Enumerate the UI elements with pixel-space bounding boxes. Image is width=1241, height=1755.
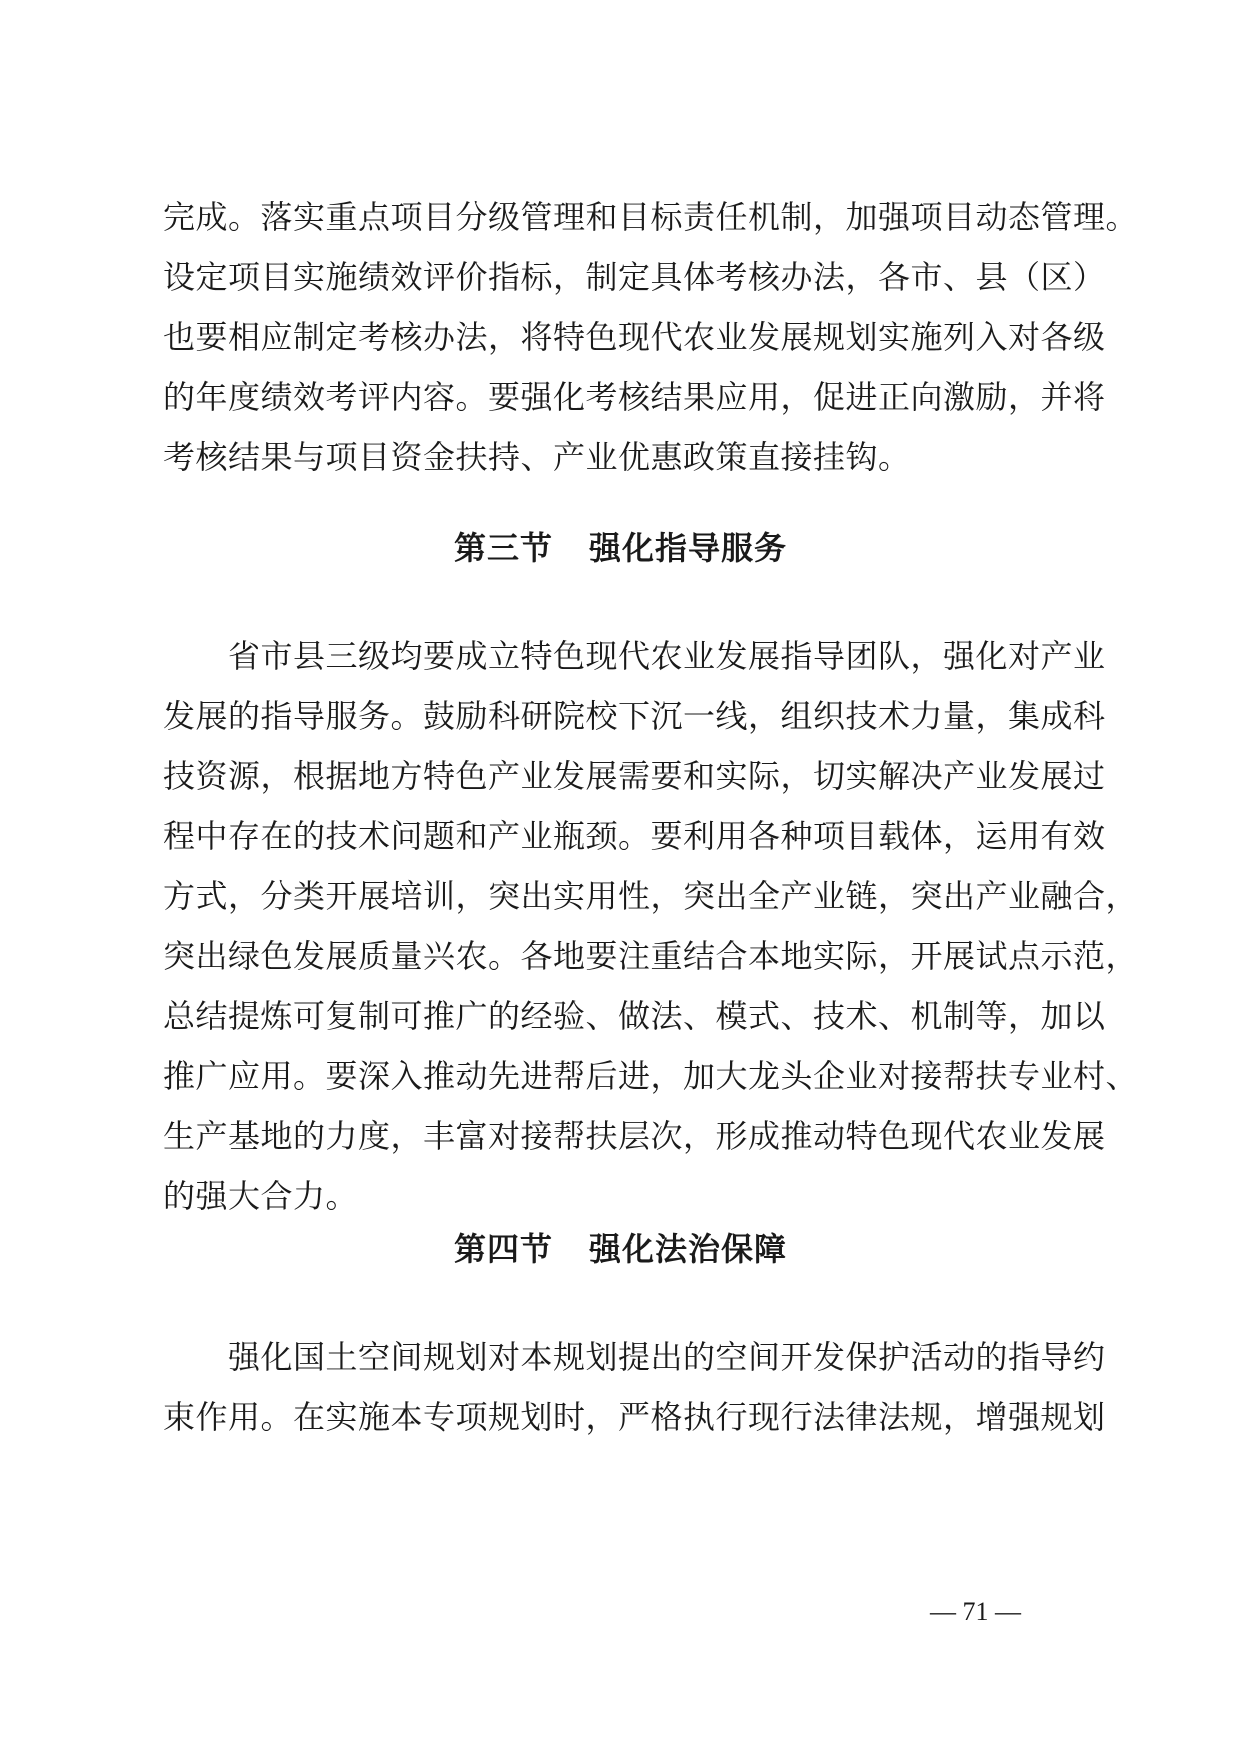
paragraph-line: 技资源，根据地方特色产业发展需要和实际，切实解决产业发展过 (163, 757, 1106, 795)
page-number: — 71 — (930, 1597, 1021, 1626)
paragraph-2 (163, 626, 1139, 1226)
paragraph-line: 程中存在的技术问题和产业瓶颈。要利用各种项目载体，运用有效 (163, 817, 1106, 855)
paragraph-line: 突出绿色发展质量兴农。各地要注重结合本地实际，开展试点示范， (163, 937, 1139, 975)
paragraph-line: 方式，分类开展培训，突出实用性，突出全产业链，突出产业融合， (163, 877, 1139, 915)
section-title: 强化指导服务 (589, 529, 788, 567)
paragraph-line: 发展的指导服务。鼓励科研院校下沉一线，组织技术力量，集成科 (163, 697, 1106, 735)
paragraph-line: 考核结果与项目资金扶持、产业优惠政策直接挂钩。 (163, 438, 911, 476)
paragraph-line: 完成。落实重点项目分级管理和目标责任机制，加强项目动态管理。 (163, 198, 1139, 236)
paragraph-line: 设定项目实施绩效评价指标，制定具体考核办法，各市、县（区） (163, 258, 1106, 296)
paragraph-line: 生产基地的力度，丰富对接帮扶层次，形成推动特色现代农业发展 (163, 1117, 1106, 1155)
section-number: 第四节 (453, 1230, 553, 1268)
paragraph-1 (163, 187, 1139, 487)
paragraph-line: 强化国土空间规划对本规划提出的空间开发保护活动的指导约 (163, 1338, 1106, 1376)
paragraph-line: 总结提炼可复制可推广的经验、做法、模式、技术、机制等，加以 (163, 997, 1106, 1035)
section-title: 强化法治保障 (589, 1230, 788, 1268)
section-number: 第三节 (453, 529, 553, 567)
paragraph-line: 也要相应制定考核办法，将特色现代农业发展规划实施列入对各级 (163, 318, 1106, 356)
paragraph-line: 束作用。在实施本专项规划时，严格执行现行法律法规，增强规划 (163, 1398, 1106, 1436)
paragraph-line: 的年度绩效考评内容。要强化考核结果应用，促进正向激励，并将 (163, 378, 1106, 416)
section-heading-4 (0, 1224, 1241, 1270)
section-heading-3 (0, 523, 1241, 569)
paragraph-line: 省市县三级均要成立特色现代农业发展指导团队，强化对产业 (163, 637, 1106, 675)
paragraph-3 (163, 1327, 1106, 1447)
paragraph-line: 推广应用。要深入推动先进帮后进，加大龙头企业对接帮扶专业村、 (163, 1057, 1139, 1095)
paragraph-line: 的强大合力。 (163, 1177, 359, 1215)
